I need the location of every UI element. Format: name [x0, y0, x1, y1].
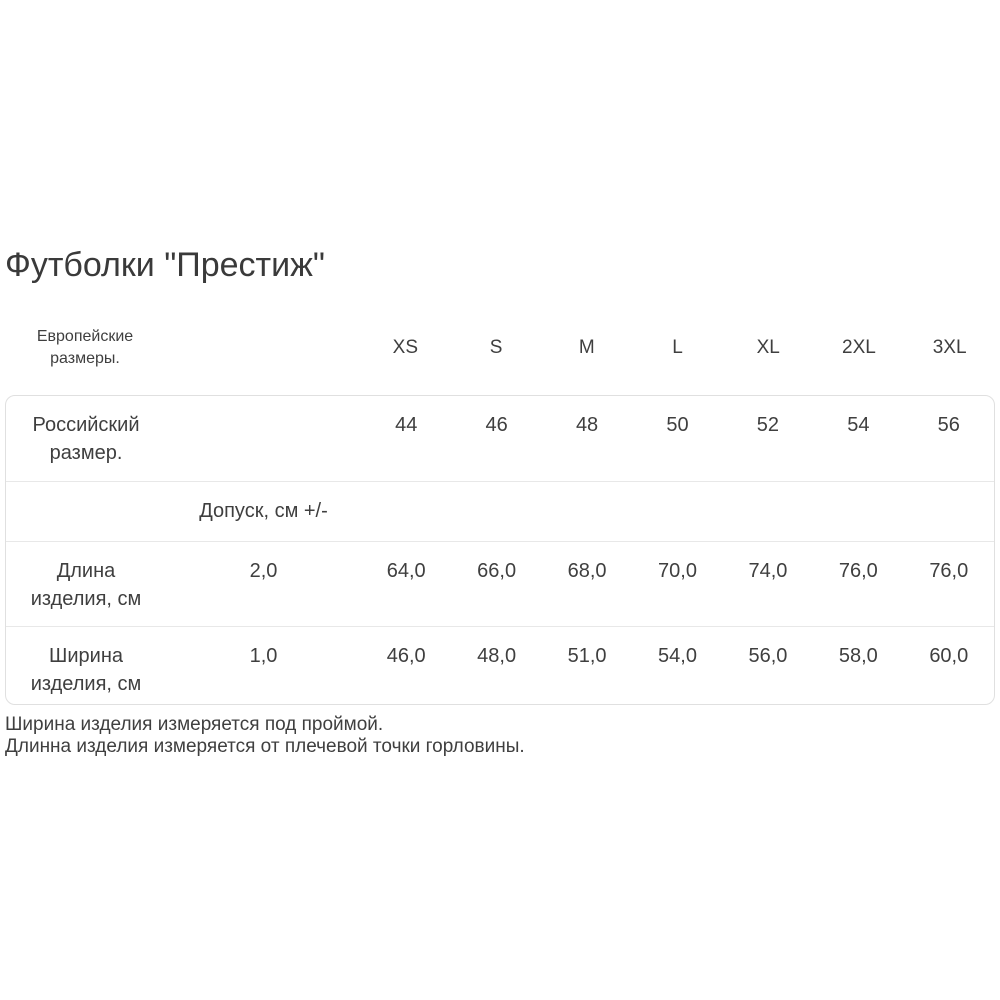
length-row [6, 541, 994, 626]
width-value: 60,0 [929, 645, 969, 667]
russian-size-value: 54 [847, 414, 870, 436]
empty-cell [723, 482, 813, 541]
length-tolerance: 2,0 [249, 560, 278, 582]
russian-size-value: 44 [395, 414, 418, 436]
russian-size-value: 46 [485, 414, 508, 436]
size-header-xs: XS [392, 336, 419, 358]
width-row [6, 626, 994, 704]
width-label: Ширина изделия, см [30, 645, 142, 695]
empty-cell [166, 396, 361, 481]
empty-cell [361, 482, 451, 541]
width-value: 54,0 [658, 645, 697, 667]
width-label-cell [6, 627, 166, 704]
russian-size-row [6, 396, 994, 481]
russian-size-value: 50 [666, 414, 689, 436]
note-length: Длинна изделия измеряется от плечевой точки горловины. [5, 736, 525, 757]
eu-sizes-label: Европейские размеры. [36, 327, 134, 367]
size-header-2xl: 2XL [842, 336, 876, 358]
tolerance-header-row [6, 481, 994, 541]
note-width: Ширина изделия измеряется под проймой. [5, 714, 384, 735]
length-value: 74,0 [748, 560, 788, 582]
length-value: 76,0 [838, 560, 878, 582]
measurement-notes [5, 714, 1000, 758]
length-value: 76,0 [929, 560, 969, 582]
russian-size-label-cell [6, 396, 166, 481]
tolerance-header-label: Допуск, см +/- [199, 500, 328, 522]
empty-cell [632, 482, 722, 541]
size-header-s: S [489, 336, 503, 358]
empty-cell [165, 310, 360, 385]
length-value: 70,0 [658, 560, 697, 582]
russian-size-value: 56 [937, 414, 960, 436]
size-table [5, 395, 995, 705]
width-value: 46,0 [386, 645, 426, 667]
length-label: Длина изделия, см [30, 560, 142, 610]
empty-cell [451, 482, 541, 541]
length-value: 64,0 [386, 560, 426, 582]
length-value: 68,0 [567, 560, 607, 582]
width-value: 51,0 [567, 645, 607, 667]
empty-cell [6, 482, 166, 541]
eu-sizes-label-cell [5, 310, 165, 385]
size-header-m: M [578, 336, 595, 358]
empty-cell [813, 482, 903, 541]
width-value: 48,0 [477, 645, 517, 667]
width-value: 56,0 [748, 645, 788, 667]
empty-cell [904, 482, 994, 541]
russian-size-label: Российский размер. [32, 414, 140, 464]
page-title: Футболки "Престиж" [5, 246, 325, 284]
size-header-l: L [672, 336, 683, 358]
length-label-cell [6, 542, 166, 626]
russian-size-value: 48 [575, 414, 599, 436]
size-header-3xl: 3XL [932, 336, 967, 358]
width-value: 58,0 [838, 645, 878, 667]
size-header-xl: XL [756, 336, 780, 358]
width-tolerance: 1,0 [249, 645, 278, 667]
empty-cell [542, 482, 632, 541]
eu-sizes-header-row [5, 310, 995, 385]
russian-size-value: 52 [756, 414, 780, 436]
length-value: 66,0 [477, 560, 517, 582]
